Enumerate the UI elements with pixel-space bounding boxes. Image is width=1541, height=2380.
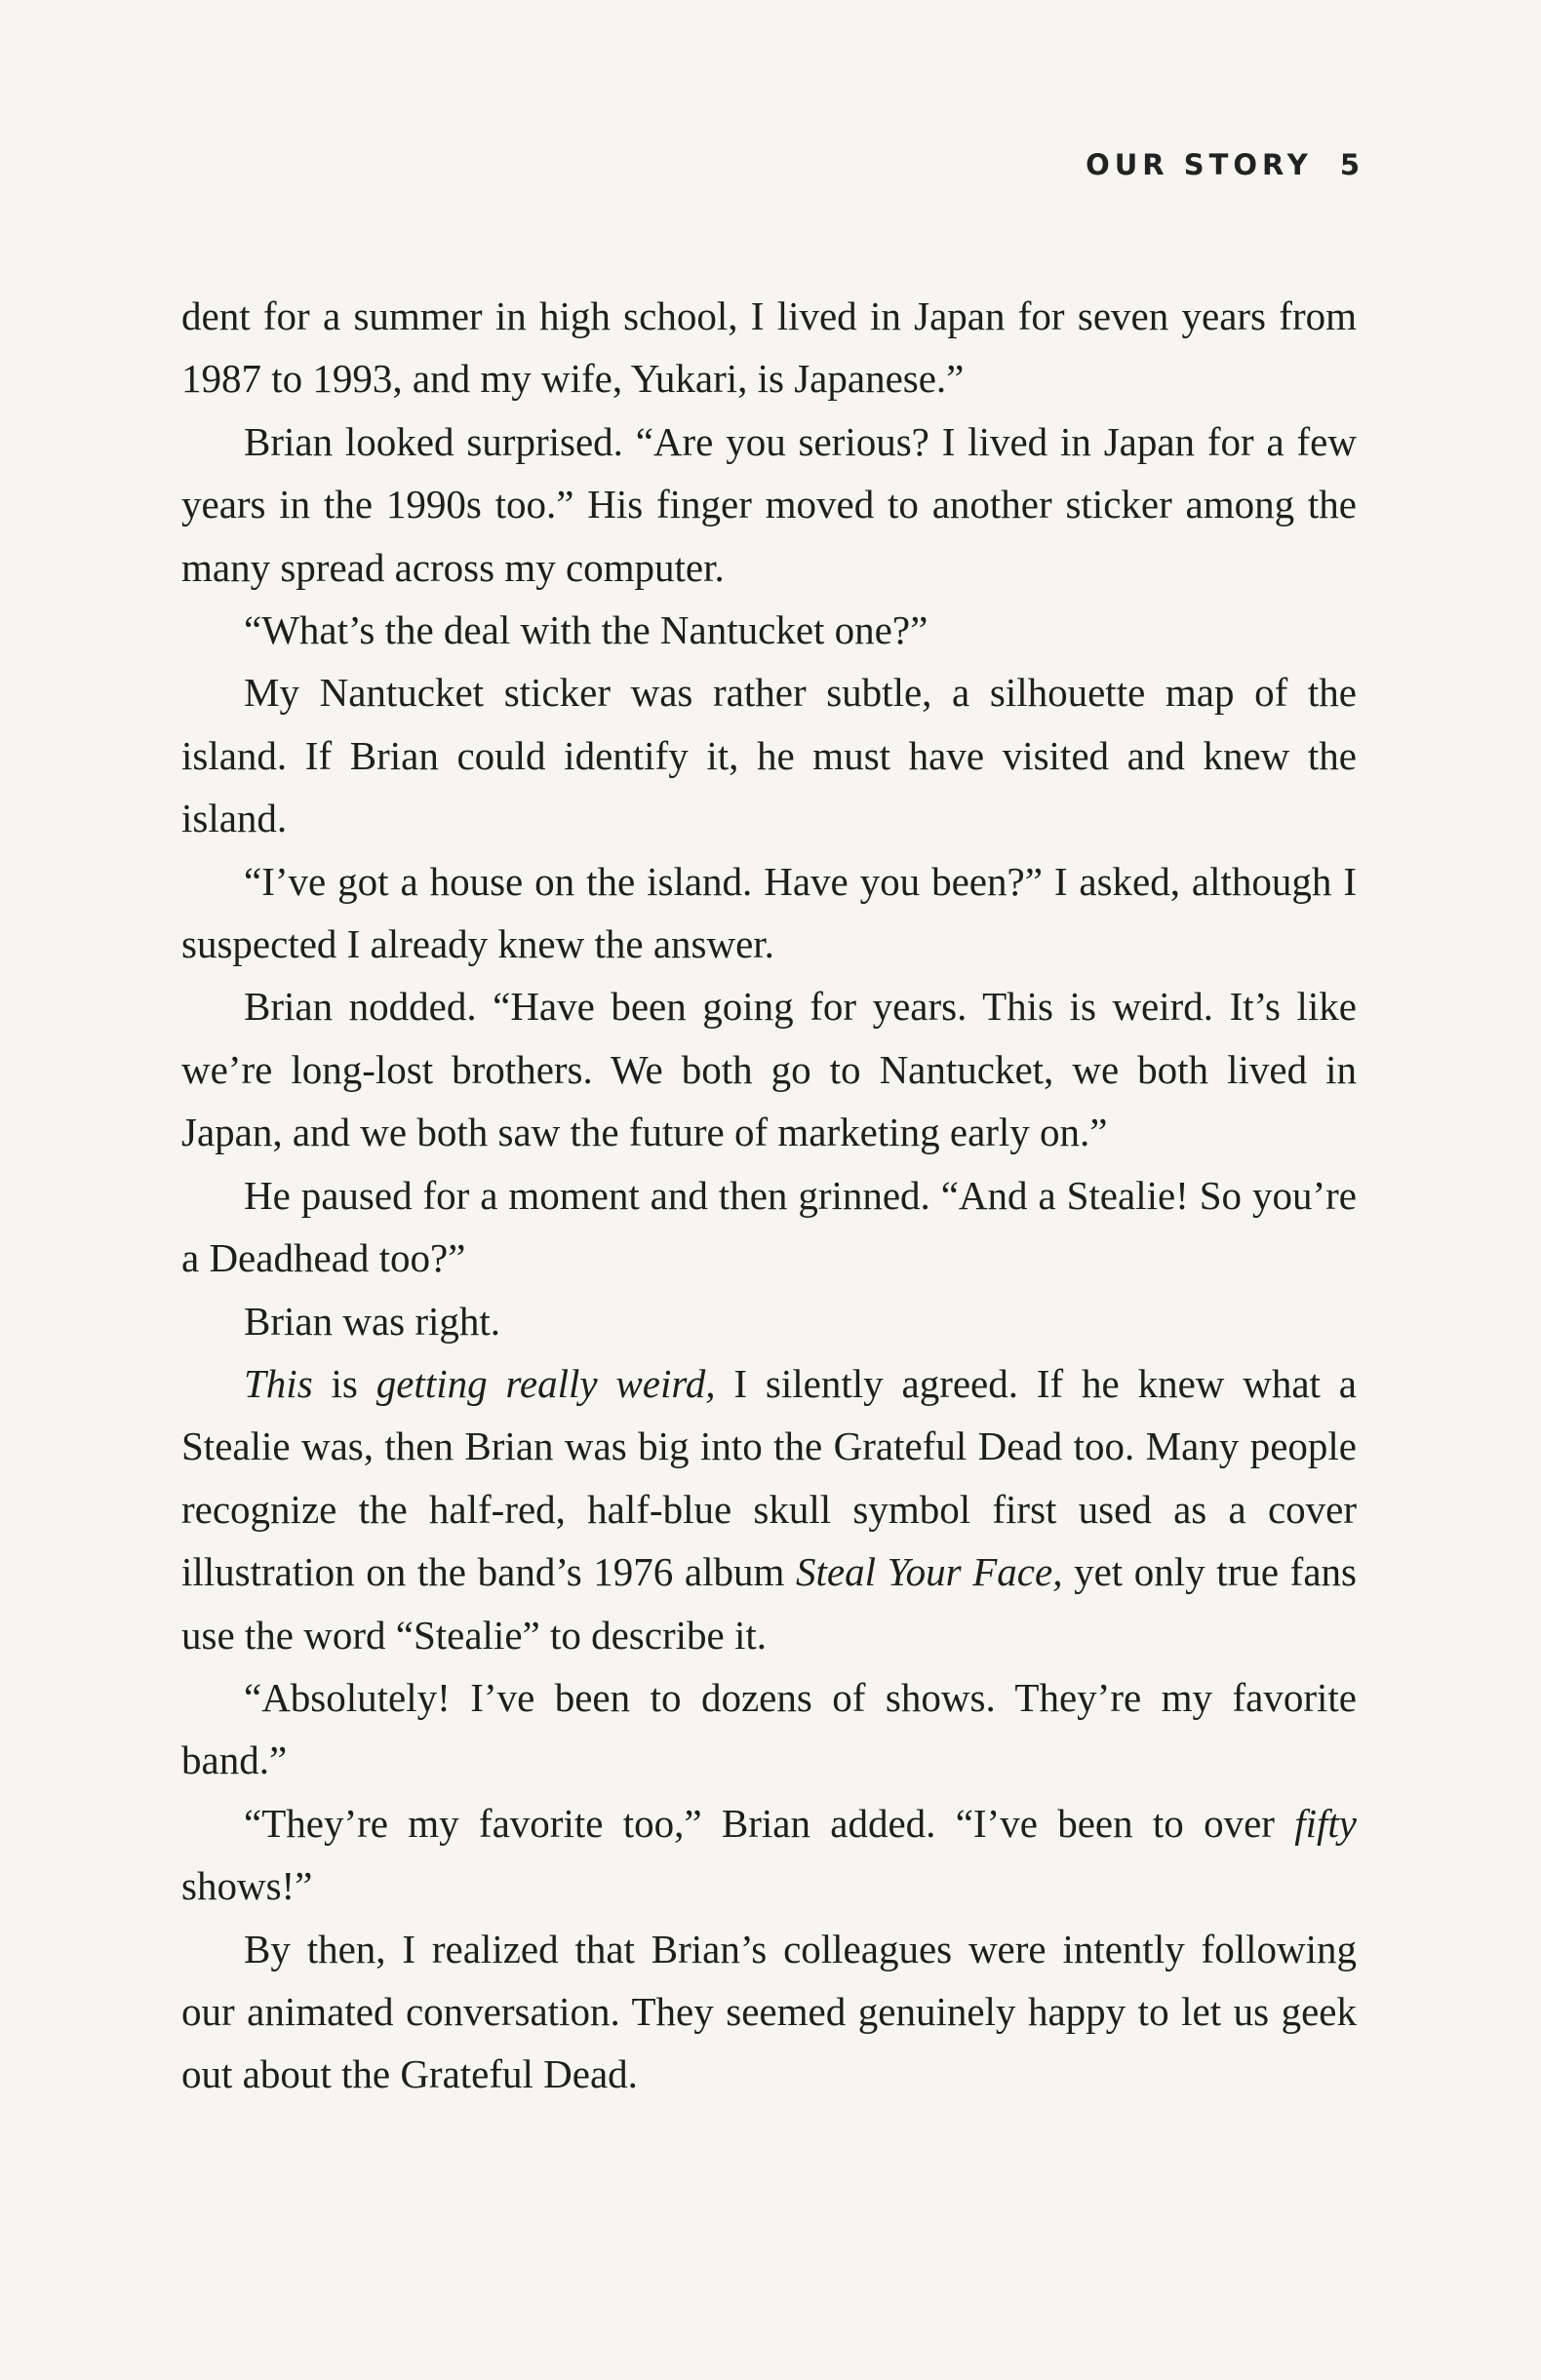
paragraph-text: dent for a summer in high school, I lived in Japan for seven years from 1987 to 1993, and my wife, Yukari, is Japanese.” xyxy=(181,293,1357,402)
paragraph-text: My Nantucket sticker was rather subtle, a silhouette map of the island. If Brian could identify it, he must have visited and knew the island. xyxy=(181,670,1357,841)
paragraph-text: “They’re my favorite too,” Brian added. “I’ve been to over xyxy=(244,1800,1295,1846)
paragraph-text: shows!” xyxy=(181,1863,313,1909)
body-text xyxy=(181,285,1357,2106)
paragraph-text: “I’ve got a house on the island. Have you been?” I asked, although I suspected I already knew the answer. xyxy=(181,858,1357,967)
paragraph xyxy=(181,599,1357,661)
paragraph-continuation xyxy=(181,285,1357,410)
paragraph-text: Brian looked surprised. “Are you serious? I lived in Japan for a few years in the 1990s too.” His finger moved to another sticker among the many spread across my computer. xyxy=(181,418,1357,590)
paragraph xyxy=(181,410,1357,599)
paragraph-text: He paused for a moment and then grinned. “And a Stealie! So you’re a Deadhead too?” xyxy=(181,1172,1357,1281)
paragraph-text: Brian was right. xyxy=(244,1298,501,1344)
paragraph-text: I silently agreed. If he knew what a Stealie was, then Brian was big into the Grateful Dead too. Many people recognize the half-red, half-blue skull symbol first used as a cover illustration on the band’s 1976 album xyxy=(181,1360,1358,1595)
page-number: 5 xyxy=(1339,148,1360,181)
paragraph-text: Brian nodded. “Have been going for years. This is weird. It’s like we’re long-lost brothers. We both go to Nantucket, we both lived in Japan, and we both saw the future of marketing early on.” xyxy=(181,984,1357,1155)
italic-text: fifty xyxy=(1294,1800,1357,1846)
paragraph xyxy=(181,1164,1357,1290)
running-head xyxy=(1086,148,1360,181)
paragraph-text: yet only true fans use the word “Stealie” to describe it. xyxy=(181,1549,1357,1658)
paragraph-text: “Absolutely! I’ve been to dozens of shows. They’re my favorite band.” xyxy=(181,1674,1357,1783)
italic-text: This xyxy=(244,1360,313,1406)
paragraph xyxy=(181,1666,1357,1792)
paragraph-text: “What’s the deal with the Nantucket one?” xyxy=(244,607,929,653)
paragraph xyxy=(181,975,1357,1163)
paragraph-text: By then, I realized that Brian’s colleagues were intently following our animated conversation. They seemed genuinely happy to let us geek out about the Grateful Dead. xyxy=(181,1926,1357,2097)
paragraph xyxy=(181,661,1357,849)
paragraph xyxy=(181,850,1357,976)
paragraph xyxy=(181,1352,1357,1666)
album-title: Steal Your Face, xyxy=(796,1549,1063,1595)
paragraph xyxy=(181,1792,1357,1918)
running-head-title: OUR STORY xyxy=(1086,148,1313,181)
paragraph xyxy=(181,1918,1357,2106)
italic-text: getting really weird, xyxy=(375,1360,716,1406)
paragraph xyxy=(181,1290,1357,1352)
paragraph-text: is xyxy=(312,1360,376,1406)
